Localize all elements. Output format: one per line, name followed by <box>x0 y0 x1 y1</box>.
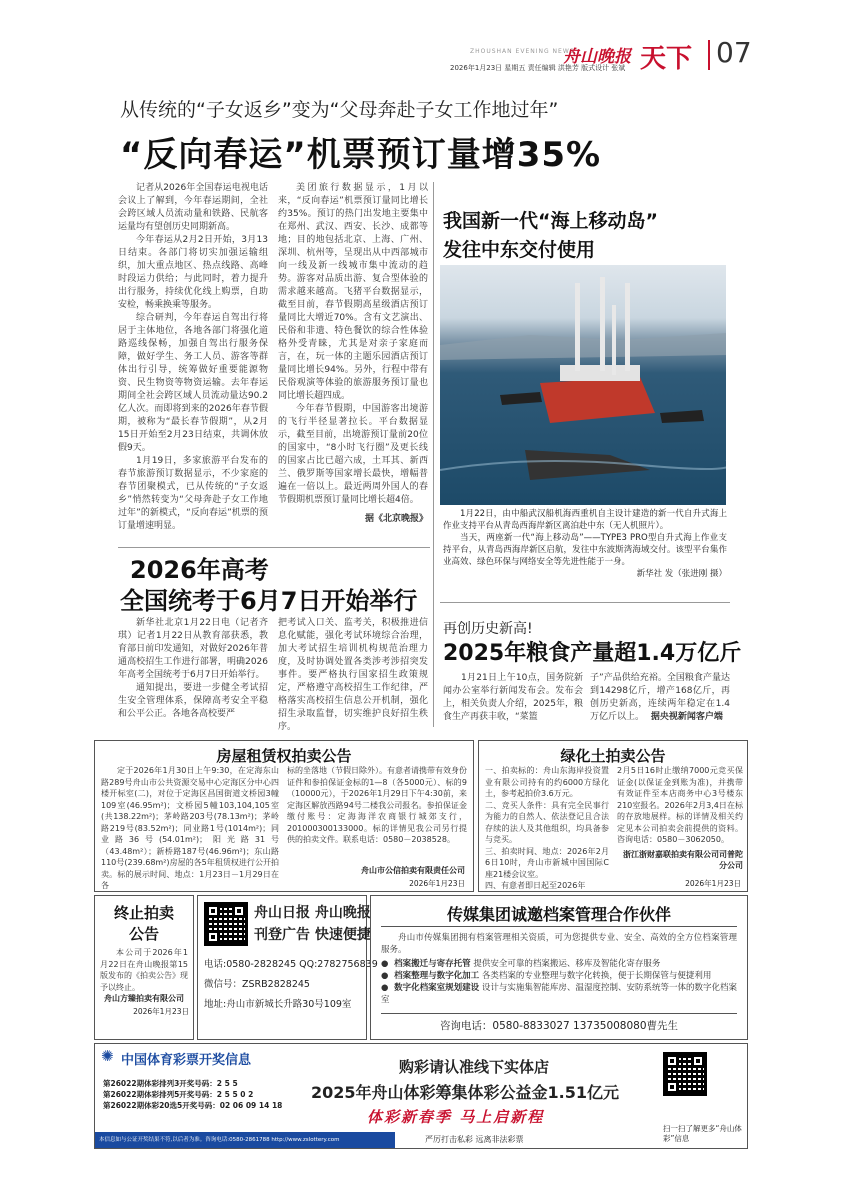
island-photo <box>440 265 726 505</box>
island-caption-2: 当天，两座新一代“海上移动岛”——TYPE3 PRO型自升式海上作业支持平台，从青岛西海岸新区启航，发往中东波斯湾海域交付。该型平台集作业高效、绿色环保与网络安全等先进性能于一身。 <box>443 533 727 567</box>
gaokao-paragraph: 通知提出，要进一步健全考试招生安全管理体系，保障高考安全平稳和公平公正。各地各高校要严 <box>118 683 268 719</box>
lead-headline: “反向春运”机票预订量增35% <box>120 135 602 175</box>
grain-headline: 2025年粮食产量超1.4万亿斤 <box>443 641 742 666</box>
advert-address: 地址:舟山市新城长升路30号109室 <box>204 999 352 1010</box>
greening-column-2: 2月5日16时止缴纳7000元竞买保证金(以保证金到账为准)，并携带有效证件至本店商务中心3号楼东210室报名。2026年2月3,4日在标的存放地展样。标的详情及相关约定见本公司拍卖会前提供的资料。咨询电话：0580－3062050。 <box>617 766 743 844</box>
grain-column-2 <box>590 672 730 724</box>
lottery-draws <box>103 1078 282 1111</box>
advert-box <box>197 895 378 1040</box>
greening-column-1: 一、拍卖标的：舟山东海岸投资置业有限公司持有的约6000方绿化土，参考起拍价3.6万元。 二、竞买人条件：具有完全民事行为能力的自然人、依法登记且合法存续的法人及其他组织，均具备参与竞买。 三、拍卖时间、地点：2026年2月6日10时，舟山市新城中国国际C座21楼会议室。 四、有意者即日起至2026年 <box>485 766 609 890</box>
housing-auction-box <box>94 740 474 892</box>
masthead <box>0 0 842 78</box>
terminate-date: 2026年1月23日 <box>133 1007 189 1016</box>
archive-item-desc: 设计与实施集智能库房、温湿度控制、安防系统等一体的数字化档案室 <box>381 983 738 1005</box>
masthead-pinyin: ZHOUSHAN EVENING NEWS <box>470 48 575 55</box>
section-title: 天下 <box>640 44 693 74</box>
grain-source: 据央视新闻客户端 <box>650 712 723 722</box>
section-divider <box>118 547 430 548</box>
lead-kicker: 从传统的“子女返乡”变为“父母奔赴子女工作地过年” <box>120 99 559 121</box>
terminate-title-1: 终止拍卖 <box>113 904 174 922</box>
lottery-qr-code[interactable] <box>663 1052 707 1096</box>
lottery-box <box>94 1043 748 1149</box>
island-caption-1: 1月22日，由中船武汉船机海西重机自主设计建造的新一代自升式海上作业支持平台从青岛西海岸新区离泊赴中东（无人机照片）。 <box>443 509 727 531</box>
lead-paragraph: 今年春运从2月2日开始，3月13日结束。各部门将切实加强运输组织，加大重点地区、热点线路、高峰时段运力供给；与此同时，着力提升出行服务，持续优化线上购票，自助安检，畅乘换乘等服务。 <box>118 235 268 310</box>
column-divider <box>433 182 434 727</box>
lead-paragraph: 1月19日，多家旅游平台发布的春节旅游预订数据显示，不少家庭的春节团聚模式，已从传统的“子女返乡”悄然转变为“父母奔赴子女工作地过年”的新模式，“反向春运”机票的预订量增速明显。 <box>118 456 268 531</box>
photo-illustration <box>440 265 726 505</box>
advert-wechat: 微信号：ZSRB2828245 <box>204 979 310 990</box>
housing-column-2: 标的坐落地（节假日除外）。有意者请携带有效身份证件和参拍保证金标的1—8（各5000元）、标的9（10000元），于2026年1月29日下午4:30前，来定海区解放西路94号二楼我公司报名。参拍保证金缴付账号：定海海洋农商银行城郊支行，201000300133000。标的详情见我公司另行提供的拍卖文件。联系电话：0580－2038528。 <box>287 766 467 844</box>
lead-column-2 <box>278 182 428 526</box>
terminate-title-2: 公告 <box>128 925 159 943</box>
lottery-draw: 第26022期体彩排列5开奖号码：2 5 5 0 2 <box>103 1090 254 1099</box>
lottery-logo-icon: ✺ <box>101 1047 114 1065</box>
island-headline-1: 我国新一代“海上移动岛” <box>443 210 658 232</box>
dateline: 2026年1月23日 星期五 责任编辑 洪艳芳 版式设计 张斌 <box>450 64 626 72</box>
masthead-divider <box>708 40 710 70</box>
archive-item-name: 数字化档案室规划建设 <box>394 983 480 993</box>
housing-column-1: 定于2026年1月30日上午9:30，在定海东山路289号舟山市公共资源交易中心定海区分中心四楼开标室(二)，对位于定海区昌国街道文桥园3幢109室(46.95m²)；文桥园5幢103,104,105室(共138.22m²)；茅岭路203号(78.13m²)；茅岭路219号(83.52m²)；同业路1号(1014m²)；同业路36号(54.01m²)；阳光路31号（43.48m²）；新桥路187号(46.96m²)；东山路110号(239.68m²)房屋的各5年租赁权进行公开拍卖。标的展示时间、地点：1月23日－1月29日在各 <box>101 766 279 890</box>
island-credit: 新华社 发（张进刚 摄） <box>636 569 727 579</box>
archive-item-name: 档案搬迁与寄存托管 <box>394 959 471 969</box>
section-divider <box>440 602 730 603</box>
lottery-title: 中国体育彩票开奖信息 <box>121 1053 252 1068</box>
lottery-warning: 严厉打击私彩 远离非法彩票 <box>425 1135 524 1144</box>
archive-item-name: 档案整理与数字化加工 <box>394 971 480 981</box>
paper-logo: 舟山晚报 <box>563 47 631 67</box>
gaokao-paragraph: 把考试入口关、监考关，积极推进信息化赋能，强化考试环境综合治理，加大考试招生培训机构规范治理力度，及时协调处置各类涉考涉招突发事件。要严格执行国家招生政策规定，严格遵守高校招生工作纪律，严格落实高校招生信息公开机制，强化招生录取监督，切实维护良好招生秩序。 <box>278 618 428 732</box>
lottery-slogan: 体彩新春季 马上启新程 <box>367 1108 545 1126</box>
greening-signer: 浙江浙财嘉联拍卖有限公司司普陀分公司 <box>623 850 743 870</box>
archive-title-rule <box>381 926 737 927</box>
greening-title: 绿化土拍卖公告 <box>560 747 666 765</box>
lead-paragraph: 记者从2026年全国春运电视电话会议上了解到，今年春运期间，全社会跨区域人员流动量和铁路、民航客运量均有望创历史同期新高。 <box>118 183 268 232</box>
lead-column-1 <box>118 182 268 533</box>
archive-item <box>381 982 737 1006</box>
wechat-qr-code[interactable] <box>204 902 248 946</box>
lead-source: 据《北京晚报》 <box>364 514 428 524</box>
archive-title: 传媒集团诚邀档案管理合作伙伴 <box>446 905 671 924</box>
grain-kicker: 再创历史新高! <box>443 621 533 637</box>
archive-list <box>381 958 737 1006</box>
advert-phone: 电话:0580-2828245 QQ:2782756839 <box>204 959 378 970</box>
greening-date: 2026年1月23日 <box>685 879 741 888</box>
grain-column-1: 1月21日上午10点，国务院新闻办公室举行新闻发布会。发布会上，相关负责人介绍，2025年，粮食生产再获丰收，“菜篮 <box>443 673 583 722</box>
lottery-draw: 第26022期体彩20选5开奖号码：02 06 09 14 18 <box>103 1101 283 1110</box>
lottery-promo-2: 2025年舟山体彩筹集体彩公益金1.51亿元 <box>311 1083 620 1102</box>
lead-paragraph: 今年春节假期，中国游客出境游的飞行半径显著拉长。平台数据显示，截至目前，出境游预订量前20位的国家中，“8小时飞行圈”及更长线的国家占比已超六成，土耳其、新西兰、俄罗斯等国家增长最快，增幅普遍在一倍以上。最近两周外国人的春节假期机票预订量同比增长超4倍。 <box>278 404 428 505</box>
housing-date: 2026年1月23日 <box>409 879 465 888</box>
gaokao-headline-2: 全国统考于6月7日开始举行 <box>120 587 418 615</box>
archive-contact-rule <box>381 1013 737 1014</box>
terminate-box <box>94 895 194 1040</box>
lead-paragraph: 综合研判，今年春运自驾出行将居于主体地位，各地各部门将强化道路巡线保畅，加强自驾出行服务保障，做好学生、务工人员、游客等群体出行引导，统筹做好重要能源物资、民生物资等物资运输。去年春运期间全社会跨区域人员流动量达90.2亿人次。而即将到来的2026年春节假期，被称为“最长春节假期”，从2月15日开始至2月23日结束，共调休放假9天。 <box>118 313 268 453</box>
grain-paragraph: 子”产品供给充裕。全国粮食产量达到14298亿斤，增产168亿斤，再创历史新高，连续两年稳定在1.4万亿斤以上。 <box>590 673 730 722</box>
gaokao-column-1 <box>118 617 268 721</box>
archive-intro: 舟山市传媒集团拥有档案管理相关资质，可为您提供专业、安全、高效的全方位档案管理服务。 <box>381 933 737 955</box>
archive-box <box>370 895 748 1040</box>
housing-signer: 舟山市公信拍卖有限责任公司 <box>361 866 465 875</box>
lottery-promo-1: 购彩请认准线下实体店 <box>399 1058 550 1076</box>
gaokao-column-2 <box>278 617 428 734</box>
lottery-qr-caption: 扫一扫了解更多“舟山体彩”信息 <box>663 1124 742 1143</box>
archive-contact: 咨询电话：0580-8833027 13735008080曹先生 <box>439 1020 679 1032</box>
lottery-draw: 第26022期体彩排列3开奖号码：2 5 5 <box>103 1079 238 1088</box>
terminate-body: 本公司于2026年1月22日在舟山晚报第15版发布的《拍卖公告》现予以终止。 <box>100 948 188 992</box>
archive-item <box>381 958 737 970</box>
housing-title: 房屋租赁权拍卖公告 <box>216 747 352 765</box>
archive-item <box>381 970 737 982</box>
gaokao-headline-1: 2026年高考 <box>130 556 269 584</box>
lottery-footnote: 本信息如与公证开奖结果不符,以后者为准。咨询电话:0580-2861788 http://www.zslottery.com <box>95 1132 395 1148</box>
gaokao-paragraph: 新华社北京1月22日电（记者齐琪）记者1月22日从教育部获悉，教育部日前印发通知，对做好2026年普通高校招生工作进行部署，明确2026年高考全国统考于6月7日开始举行。 <box>118 618 268 680</box>
greening-auction-box <box>478 740 748 892</box>
advert-line-2: 刊登广告 快速便捷 <box>254 927 371 943</box>
archive-item-desc: 各类档案的专业整理与数字化转换，便于长期保管与便捷利用 <box>481 971 712 981</box>
island-caption <box>443 508 727 580</box>
archive-item-desc: 提供安全可靠的档案搬运、移库及智能化寄存服务 <box>473 959 661 969</box>
terminate-signer: 舟山方臻拍卖有限公司 <box>104 994 184 1003</box>
page-number: 07 <box>716 36 752 69</box>
island-headline-2: 发往中东交付使用 <box>443 239 596 261</box>
lead-paragraph: 美团旅行数据显示，1月以来，“反向春运”机票预订量同比增长约35%。预订的热门出发地主要集中在郑州、武汉、西安、长沙、成都等地；目的地包括北京、上海、广州、深圳、杭州等，呈现出从中西部城市向一线及新一线城市集中流动的趋势。游客对品质出游、复合型体验的需求越来越高。飞猪平台数据显示，截至目前，春节假期高星级酒店预订量同比大增近70%。含有文艺演出、民俗和非遗、特色餐饮的综合性体验格外受青睐，尤其是对亲子家庭而言，在，玩一体的主题乐园酒店预订量同比增长94%。另外，行程中带有民俗观演等体验的旅游服务预订量也同比增长超四成。 <box>278 183 428 401</box>
advert-line-1: 舟山日报 舟山晚报 <box>254 905 371 921</box>
